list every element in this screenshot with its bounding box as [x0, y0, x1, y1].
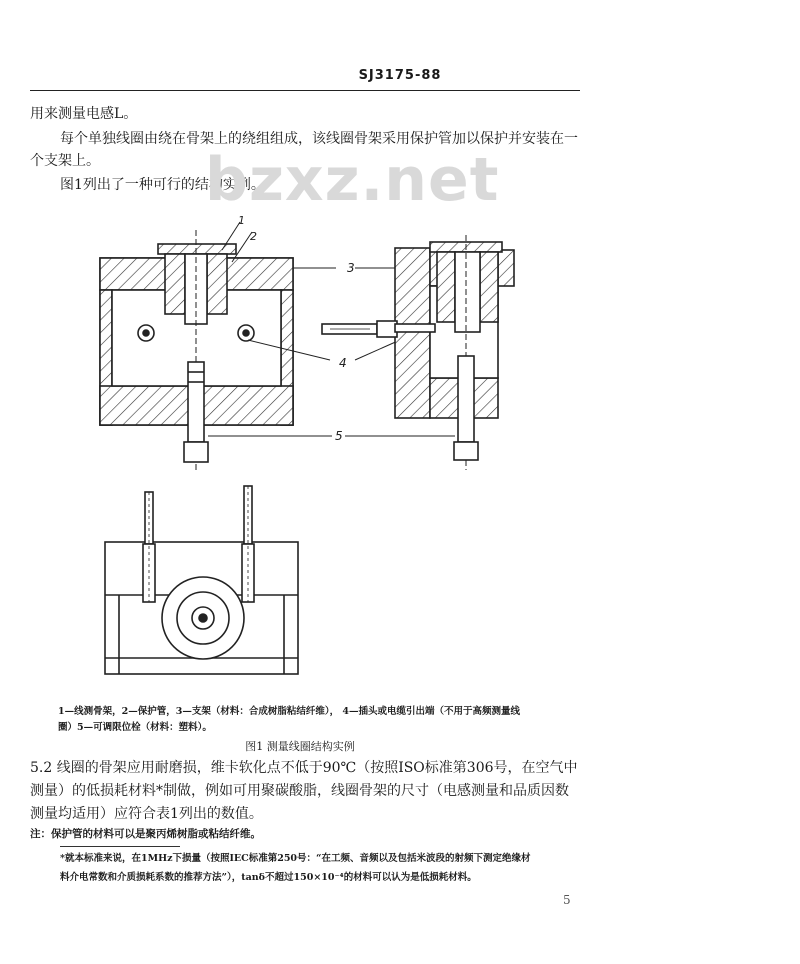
footnote-rule	[60, 846, 180, 847]
front-view	[100, 222, 336, 470]
standard-code: SJ3175-88	[358, 68, 442, 83]
callout-5: 5	[335, 429, 343, 443]
legend-line-2: 圈）5—可调限位栓（材料：塑料）。	[58, 722, 212, 733]
body-line-4: 图1列出了一种可行的结构实例。	[60, 177, 265, 193]
body-line-1: 用来测量电感L。	[30, 106, 138, 122]
section-5-2-line-3: 测量均适用）应符合表1列出的数值。	[30, 806, 263, 822]
watermark: bzxz.net	[205, 145, 500, 215]
callout-2: 2	[250, 230, 257, 243]
body-line-3: 个支架上。	[30, 153, 100, 169]
section-5-2-line-1: 5.2 线圈的骨架应用耐磨损，维卡软化点不低于90℃（按照ISO标准第306号，在空气中	[30, 760, 578, 776]
callout-3: 3	[347, 261, 355, 275]
figure-caption: 图1 测量线圈结构实例	[245, 740, 355, 753]
body-line-2: 每个单独线圈由绕在骨架上的绕组组成，该线圈骨架采用保护管加以保护并安装在一	[60, 131, 578, 147]
callout-4: 4	[339, 356, 347, 370]
section-5-2-line-2: 测量）的低损耗材料*制做，例如可用聚碳酸脂，线圈骨架的尺寸（电感测量和品质因数	[30, 783, 569, 799]
page-number: 5	[563, 893, 571, 907]
legend-line-1: 1—线测骨架，2—保护管，3—支架（材料：合成树脂粘结纤维）， 4—插头或电缆引出端（不用于高频测量线	[58, 706, 520, 717]
note: 注：保护管的材料可以是聚丙烯树脂或粘结纤维。	[30, 828, 261, 840]
plan-view	[105, 486, 298, 674]
callout-1: 1	[238, 214, 245, 227]
footnote-line-1: *就本标准来说，在1MHz下损量（按照IEC标准第250号：“在工频、音频以及包括米波段的射频下测定绝缘材	[60, 853, 531, 864]
footnote-line-2: 料介电常数和介质损耗系数的推荐方法”），tanδ不超过150×10⁻⁴的材料可以认为是低损耗材料。	[60, 872, 477, 883]
